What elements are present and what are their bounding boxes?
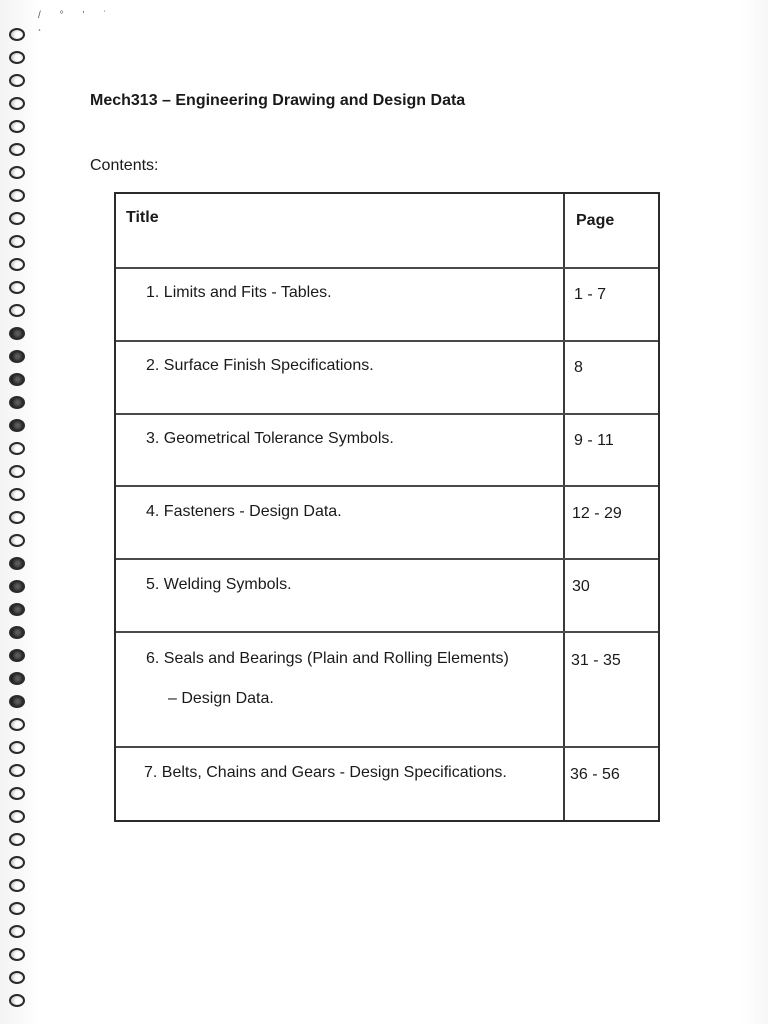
toc-entry-page: 8 (574, 359, 583, 376)
toc-entry-title: 1. Limits and Fits - Tables. (146, 284, 332, 301)
row-divider (116, 267, 658, 269)
binding-ring (9, 235, 25, 248)
binding-ring (9, 649, 25, 662)
binding-ring (9, 419, 25, 432)
binding-ring (9, 166, 25, 179)
header-title: Title (126, 209, 159, 226)
binding-ring (9, 557, 25, 570)
toc-entry-page: 9 - 11 (574, 432, 614, 449)
spiral-binding (6, 20, 32, 1020)
binding-ring (9, 511, 25, 524)
binding-ring (9, 603, 25, 616)
binding-ring (9, 258, 25, 271)
contents-table (114, 192, 660, 822)
document-title: Mech313 – Engineering Drawing and Design Data (90, 92, 466, 109)
toc-entry-title: 4. Fasteners - Design Data. (146, 503, 342, 520)
binding-ring (9, 879, 25, 892)
contents-label: Contents: (90, 157, 159, 174)
binding-ring (9, 120, 25, 133)
binding-ring (9, 396, 25, 409)
binding-ring (9, 718, 25, 731)
binding-ring (9, 97, 25, 110)
binding-ring (9, 741, 25, 754)
toc-entry-title: 6. Seals and Bearings (Plain and Rolling Elements) (146, 650, 509, 667)
binding-ring (9, 994, 25, 1007)
toc-entry-page: 30 (572, 578, 590, 595)
toc-entry-title-continued: – Design Data. (168, 690, 274, 707)
binding-ring (9, 373, 25, 386)
binding-ring (9, 925, 25, 938)
row-divider (116, 485, 658, 487)
toc-entry-title: 5. Welding Symbols. (146, 576, 292, 593)
binding-ring (9, 948, 25, 961)
binding-ring (9, 327, 25, 340)
binding-ring (9, 580, 25, 593)
binding-ring (9, 189, 25, 202)
scan-specks: / ° ‛ ˙ ¸ (38, 10, 115, 32)
binding-ring (9, 856, 25, 869)
binding-ring (9, 488, 25, 501)
binding-ring (9, 465, 25, 478)
toc-entry-title: 3. Geometrical Tolerance Symbols. (146, 430, 394, 447)
binding-ring (9, 28, 25, 41)
row-divider (116, 340, 658, 342)
column-divider (563, 194, 565, 820)
toc-entry-title: 2. Surface Finish Specifications. (146, 357, 374, 374)
row-divider (116, 558, 658, 560)
binding-ring (9, 534, 25, 547)
binding-ring (9, 626, 25, 639)
binding-ring (9, 143, 25, 156)
binding-ring (9, 74, 25, 87)
toc-entry-page: 36 - 56 (570, 766, 620, 783)
row-divider (116, 413, 658, 415)
binding-ring (9, 764, 25, 777)
row-divider (116, 631, 658, 633)
toc-entry-title: 7. Belts, Chains and Gears - Design Specifications. (144, 764, 507, 781)
binding-ring (9, 810, 25, 823)
binding-ring (9, 695, 25, 708)
binding-ring (9, 902, 25, 915)
binding-ring (9, 212, 25, 225)
binding-ring (9, 304, 25, 317)
binding-ring (9, 833, 25, 846)
binding-ring (9, 350, 25, 363)
binding-ring (9, 442, 25, 455)
binding-ring (9, 971, 25, 984)
binding-ring (9, 672, 25, 685)
row-divider (116, 746, 658, 748)
binding-ring (9, 787, 25, 800)
toc-entry-page: 31 - 35 (571, 652, 621, 669)
toc-entry-page: 12 - 29 (572, 505, 622, 522)
binding-ring (9, 51, 25, 64)
header-page: Page (576, 212, 615, 229)
binding-ring (9, 281, 25, 294)
toc-entry-page: 1 - 7 (574, 286, 607, 303)
